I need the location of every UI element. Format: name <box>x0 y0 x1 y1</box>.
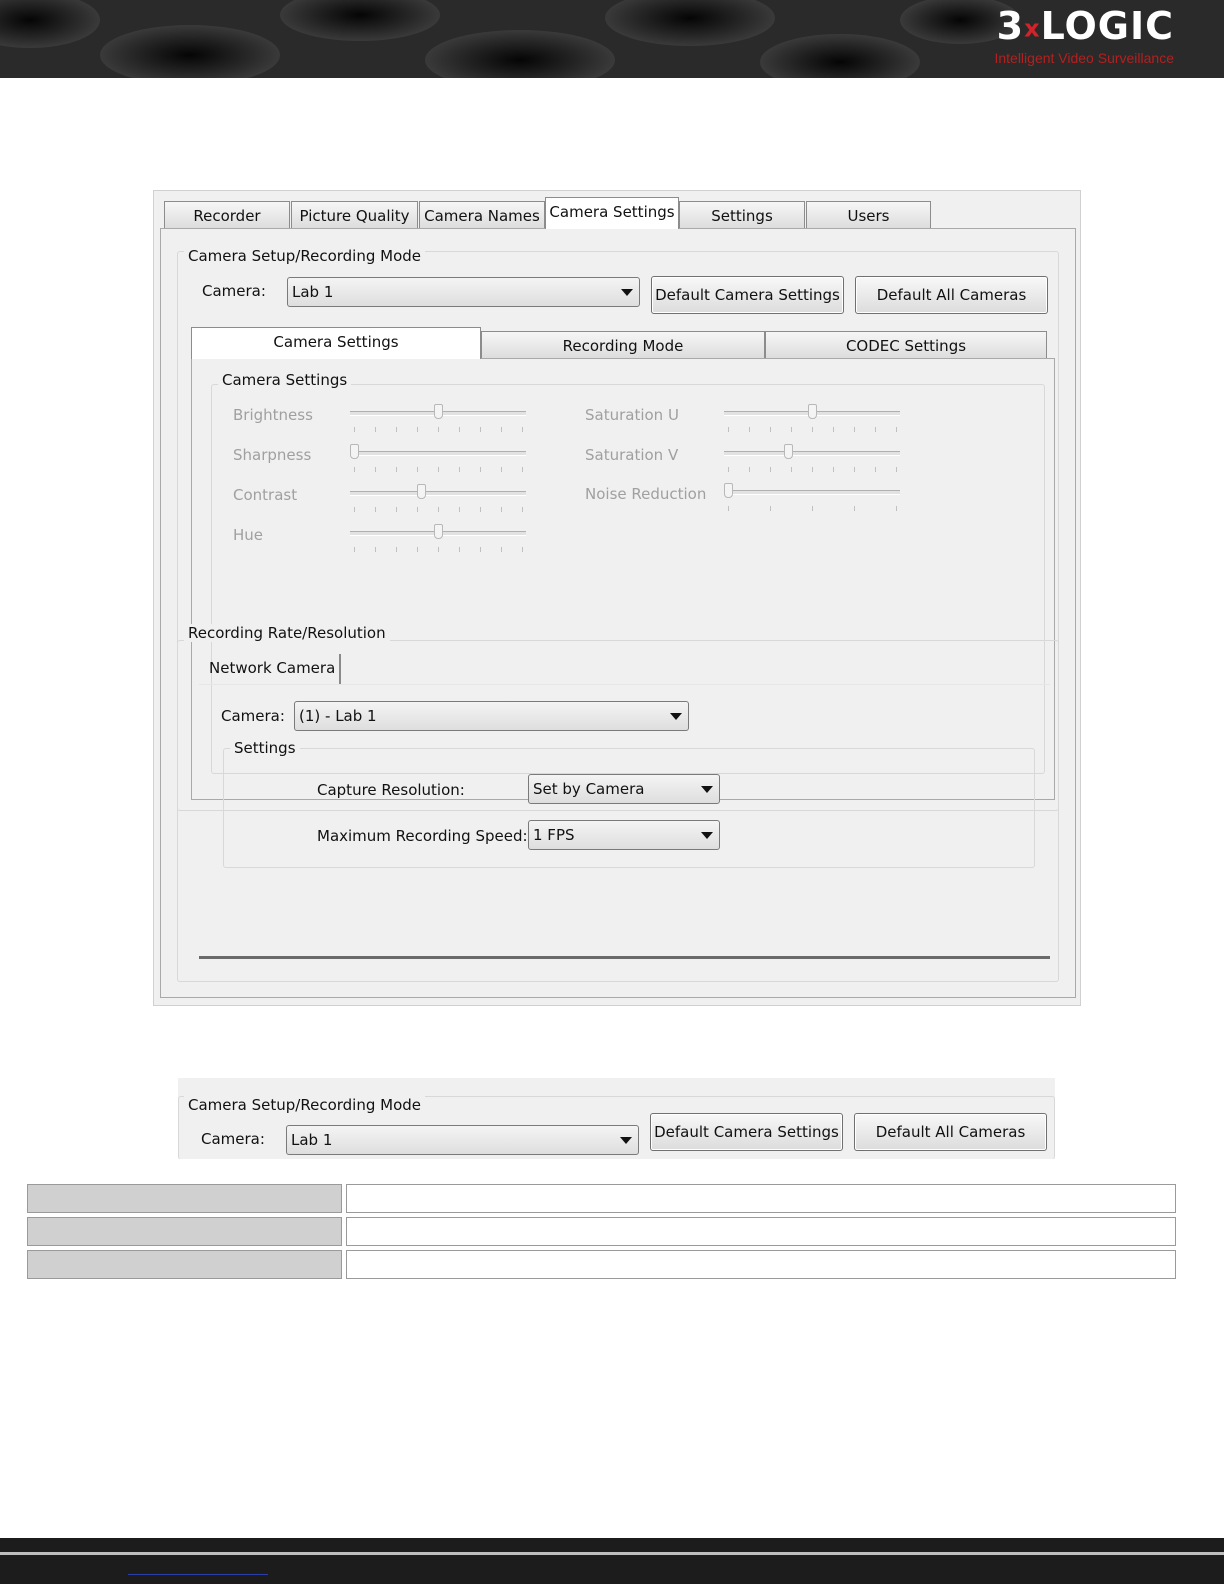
chevron-down-icon <box>620 1137 632 1144</box>
slider-tick <box>896 506 897 511</box>
slider-tick <box>501 467 502 472</box>
slider-tick <box>480 507 481 512</box>
slider-tick <box>375 467 376 472</box>
camera-select-value: Lab 1 <box>292 283 334 301</box>
chevron-down-icon <box>670 713 682 720</box>
slider-ticks <box>728 427 896 433</box>
slider-tick <box>501 507 502 512</box>
slider-tick <box>396 507 397 512</box>
slider-tick <box>459 547 460 552</box>
settings-title: Settings <box>230 739 300 757</box>
slider-tick <box>770 506 771 511</box>
slider-ticks <box>728 506 896 512</box>
slider-tick <box>459 507 460 512</box>
header-banner <box>0 0 1224 78</box>
slider-tick <box>854 467 855 472</box>
snippet-camera-label: Camera: <box>201 1130 265 1148</box>
table-header-cell <box>27 1184 342 1213</box>
slider-tick <box>522 427 523 432</box>
slider-tick <box>480 547 481 552</box>
slider-tick <box>396 547 397 552</box>
table-header-cell <box>27 1250 342 1279</box>
chevron-down-icon <box>701 832 713 839</box>
slider-tick <box>728 427 729 432</box>
slider-tick <box>812 427 813 432</box>
slider-tick <box>522 507 523 512</box>
slider-label-saturation-v: Saturation V <box>585 446 679 464</box>
slider-tick <box>501 547 502 552</box>
hue-slider[interactable] <box>350 523 526 553</box>
slider-track <box>724 451 900 456</box>
slider-tick <box>854 506 855 511</box>
snippet-title: Camera Setup/Recording Mode <box>184 1096 425 1114</box>
slider-tick <box>833 427 834 432</box>
slider-label-brightness: Brightness <box>233 406 313 424</box>
slider-tick <box>791 427 792 432</box>
camera-select[interactable] <box>287 277 640 307</box>
slider-tick <box>480 467 481 472</box>
slider-ticks <box>354 547 522 553</box>
tab-camera-names[interactable]: Camera Names <box>419 201 545 229</box>
default-all-cameras-button[interactable]: Default All Cameras <box>855 276 1048 314</box>
brand-tagline: Intelligent Video Surveillance <box>994 50 1174 66</box>
slider-tick <box>749 467 750 472</box>
slider-tick <box>812 506 813 511</box>
slider-tick <box>770 427 771 432</box>
table-value-cell <box>346 1217 1176 1246</box>
slider-thumb[interactable] <box>784 444 793 459</box>
capture-resolution-label: Capture Resolution: <box>317 781 465 799</box>
slider-track <box>350 491 526 496</box>
capture-resolution-value: Set by Camera <box>533 780 645 798</box>
slider-tick <box>375 507 376 512</box>
slider-tick <box>459 427 460 432</box>
slider-tick <box>522 547 523 552</box>
slider-ticks <box>354 427 522 433</box>
tab-settings[interactable]: Settings <box>679 201 805 229</box>
slider-thumb[interactable] <box>724 483 733 498</box>
slider-tick <box>375 427 376 432</box>
slider-tick <box>438 507 439 512</box>
max-recording-speed-select[interactable] <box>528 820 720 850</box>
slider-tick <box>417 547 418 552</box>
slider-tick <box>896 467 897 472</box>
subtab-camera-settings[interactable]: Camera Settings <box>191 327 481 359</box>
tab-camera-settings[interactable]: Camera Settings <box>545 197 679 229</box>
slider-tick <box>396 427 397 432</box>
network-camera-select[interactable] <box>294 701 689 731</box>
slider-tick <box>375 547 376 552</box>
slider-tick <box>354 547 355 552</box>
network-camera-label: Camera: <box>221 707 285 725</box>
footer-link-underline[interactable] <box>128 1574 268 1575</box>
snippet-camera-select-value: Lab 1 <box>291 1131 333 1149</box>
brand-logo: 3xLOGIC <box>996 4 1174 48</box>
slider-tick <box>354 507 355 512</box>
saturation-v-slider[interactable] <box>724 443 900 473</box>
camera-settings-dialog <box>153 190 1081 1006</box>
slider-tick <box>812 467 813 472</box>
slider-tick <box>438 427 439 432</box>
noise-reduction-slider[interactable] <box>724 482 900 512</box>
settings-group <box>223 748 1035 868</box>
slider-label-sharpness: Sharpness <box>233 446 312 464</box>
slider-ticks <box>354 467 522 473</box>
network-camera-tab[interactable]: Network Camera <box>199 654 341 684</box>
saturation-u-slider[interactable] <box>724 403 900 433</box>
contrast-slider[interactable] <box>350 483 526 513</box>
subtab-recording-mode[interactable]: Recording Mode <box>481 331 765 359</box>
camera-setup-snippet <box>178 1078 1055 1159</box>
slider-tick <box>501 427 502 432</box>
slider-track <box>724 490 900 495</box>
slider-label-noise-reduction: Noise Reduction <box>585 485 707 503</box>
camera-setup-title: Camera Setup/Recording Mode <box>184 247 425 265</box>
slider-tick <box>896 427 897 432</box>
slider-ticks <box>354 507 522 513</box>
tab-picture-quality[interactable]: Picture Quality <box>291 201 418 229</box>
slider-tick <box>791 467 792 472</box>
slider-label-hue: Hue <box>233 526 264 544</box>
slider-tick <box>875 427 876 432</box>
slider-thumb[interactable] <box>350 444 359 459</box>
brightness-slider[interactable] <box>350 403 526 433</box>
network-camera-select-value: (1) - Lab 1 <box>299 707 377 725</box>
slider-tick <box>833 467 834 472</box>
table-value-cell <box>346 1184 1176 1213</box>
slider-tick <box>354 427 355 432</box>
slider-ticks <box>728 467 896 473</box>
tab-users[interactable]: Users <box>806 201 931 229</box>
slider-tick <box>728 467 729 472</box>
slider-tick <box>438 547 439 552</box>
slider-thumb[interactable] <box>808 404 817 419</box>
footer-divider <box>0 1552 1224 1555</box>
slider-tick <box>438 467 439 472</box>
snippet-camera-select[interactable] <box>286 1125 639 1155</box>
slider-tick <box>480 427 481 432</box>
snippet-default-camera-settings-button[interactable]: Default Camera Settings <box>650 1113 843 1151</box>
slider-thumb[interactable] <box>417 484 426 499</box>
max-recording-speed-label: Maximum Recording Speed: <box>317 827 528 845</box>
sharpness-slider[interactable] <box>350 443 526 473</box>
slider-tick <box>875 467 876 472</box>
max-recording-speed-value: 1 FPS <box>533 826 575 844</box>
slider-tick <box>354 467 355 472</box>
slider-tick <box>417 427 418 432</box>
chevron-down-icon <box>621 289 633 296</box>
slider-tick <box>854 427 855 432</box>
capture-resolution-select[interactable] <box>528 774 720 804</box>
slider-tick <box>728 506 729 511</box>
subtab-codec-settings[interactable]: CODEC Settings <box>765 331 1047 359</box>
camera-settings-title: Camera Settings <box>218 371 351 389</box>
recording-rate-title: Recording Rate/Resolution <box>184 624 390 642</box>
slider-tick <box>770 467 771 472</box>
slider-thumb[interactable] <box>434 404 443 419</box>
slider-thumb[interactable] <box>434 524 443 539</box>
slider-tick <box>522 467 523 472</box>
slider-tick <box>749 427 750 432</box>
footer-bar <box>0 1538 1224 1584</box>
slider-tick <box>417 467 418 472</box>
tab-recorder[interactable]: Recorder <box>164 201 290 229</box>
slider-track <box>350 451 526 456</box>
slider-tick <box>459 467 460 472</box>
slider-tick <box>417 507 418 512</box>
slider-tick <box>396 467 397 472</box>
table-value-cell <box>346 1250 1176 1279</box>
snippet-default-all-cameras-button[interactable]: Default All Cameras <box>854 1113 1047 1151</box>
camera-label: Camera: <box>202 282 266 300</box>
chevron-down-icon <box>701 786 713 793</box>
default-camera-settings-button[interactable]: Default Camera Settings <box>651 276 844 314</box>
slider-label-contrast: Contrast <box>233 486 298 504</box>
table-header-cell <box>27 1217 342 1246</box>
slider-label-saturation-u: Saturation U <box>585 406 679 424</box>
